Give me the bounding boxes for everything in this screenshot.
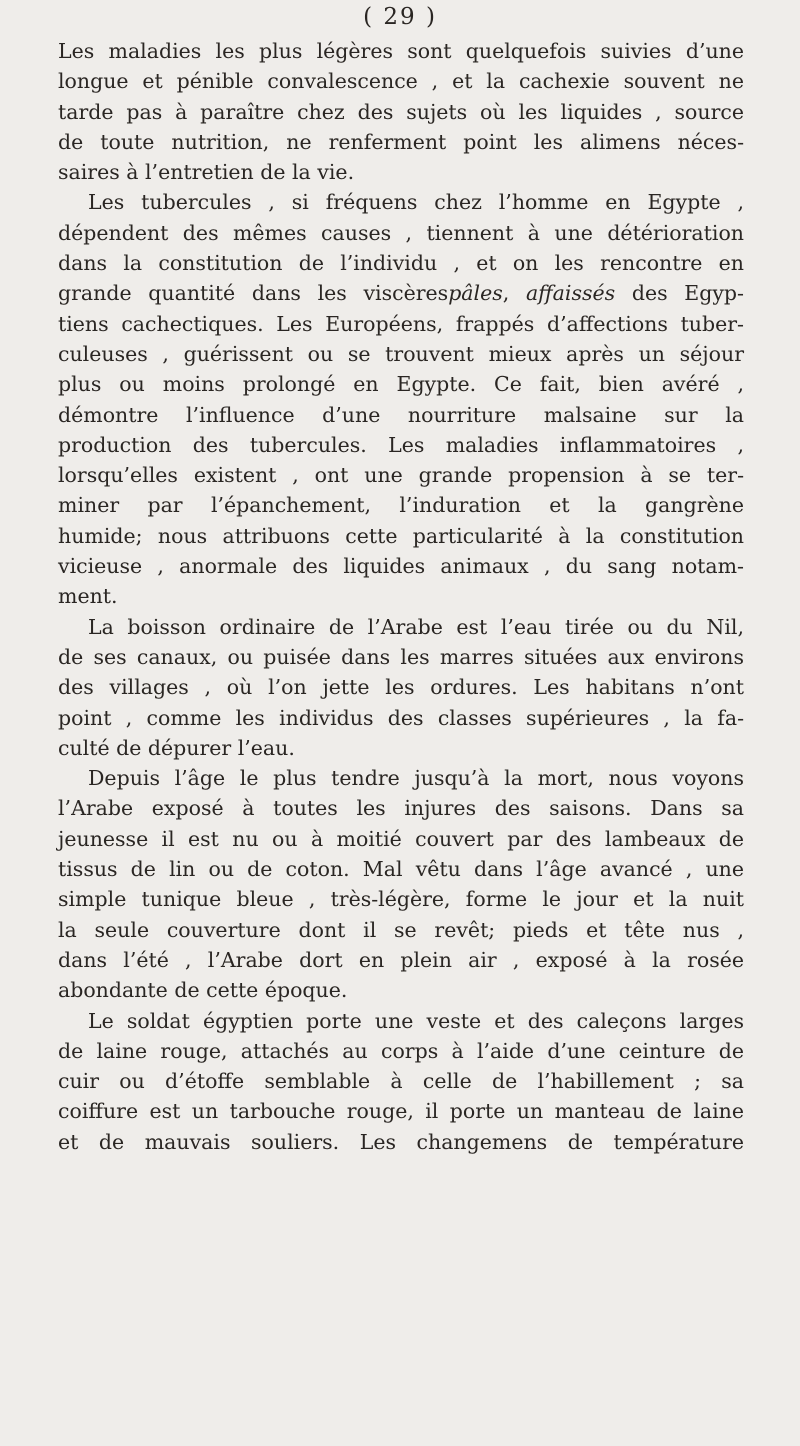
text-line: miner par l’épanchement, l’induration et la gangrène <box>58 493 744 518</box>
text-line: production des tubercules. Les maladies inflammatoires , <box>58 432 744 457</box>
text-line: dépendent des mêmes causes , tiennent à une détérioration <box>58 220 744 245</box>
text-line: des villages , où l’on jette les ordures. Les habitans n’ont <box>58 675 744 700</box>
text-line: jeunesse il est nu ou à moitié couvert par des lambeaux de <box>58 826 744 851</box>
text-line: culté de dépurer l’eau. <box>58 735 295 760</box>
text-line: cuir ou d’étoffe semblable à celle de l’habillement ; sa <box>58 1069 744 1094</box>
paragraph-3 <box>58 612 744 763</box>
text-line: de laine rouge, attachés au corps à l’aide d’une ceinture de <box>58 1038 744 1063</box>
text-line: culeuses , guérissent ou se trouvent mieux après un séjour <box>58 341 744 366</box>
text-line: dans la constitution de l’individu , et on les rencontre en <box>58 251 744 276</box>
text-line: humide; nous attribuons cette particularité à la constitution <box>58 523 744 548</box>
text-line: lorsqu’elles existent , ont une grande propension à se ter- <box>58 463 744 488</box>
italic-word: pâles <box>448 281 503 306</box>
text-line: saires à l’entretien de la vie. <box>58 160 355 185</box>
text-line: Depuis l’âge le plus tendre jusqu’à la mort, nous voyons <box>88 766 744 791</box>
text-line: tarde pas à paraître chez des sujets où les liquides , source <box>58 99 744 124</box>
text-line: démontre l’influence d’une nourriture malsaine sur la <box>58 402 744 427</box>
text-line-with-italics <box>58 278 744 308</box>
text-line: Le soldat égyptien porte une veste et des caleçons larges <box>88 1008 744 1033</box>
text-line: plus ou moins prolongé en Egypte. Ce fait, bien avéré , <box>58 372 744 397</box>
text-line: tiens cachectiques. Les Européens, frappés d’affections tuber- <box>58 311 744 336</box>
text-line: simple tunique bleue , très-légère, forme le jour et la nuit <box>58 887 744 912</box>
text-line: La boisson ordinaire de l’Arabe est l’eau tirée ou du Nil, <box>88 614 744 639</box>
text-line: Les tubercules , si fréquens chez l’homme en Egypte , <box>88 190 744 215</box>
page-number: ( 29 ) <box>363 4 437 30</box>
body-text <box>58 36 744 1157</box>
text-line: abondante de cette époque. <box>58 978 348 1003</box>
text-segment: grande quantité dans les viscères <box>58 281 449 306</box>
text-line: et de mauvais souliers. Les changemens de température <box>58 1129 744 1154</box>
text-line: de ses canaux, ou puisée dans les marres situées aux environs <box>58 644 744 669</box>
paragraph-2 <box>58 187 744 611</box>
paragraph-5 <box>58 1006 744 1157</box>
paragraph-4 <box>58 763 744 1005</box>
text-segment: , <box>502 281 526 306</box>
paragraph-1 <box>58 36 744 187</box>
text-line: ment. <box>58 584 118 609</box>
text-line: dans l’été , l’Arabe dort en plein air , exposé à la rosée <box>58 947 744 972</box>
text-line: l’Arabe exposé à toutes les injures des saisons. Dans sa <box>58 796 744 821</box>
text-line: la seule couverture dont il se revêt; pieds et tête nus , <box>58 917 744 942</box>
text-line: vicieuse , anormale des liquides animaux , du sang notam- <box>58 554 744 579</box>
italic-word: affaissés <box>525 281 616 306</box>
text-segment: des Egyp- <box>615 281 744 306</box>
text-line: Les maladies les plus légères sont quelquefois suivies d’une <box>58 39 744 63</box>
text-line: coiffure est un tarbouche rouge, il porte un manteau de laine <box>58 1099 744 1124</box>
text-line: longue et pénible convalescence , et la cachexie souvent ne <box>58 69 744 94</box>
text-line: tissus de lin ou de coton. Mal vêtu dans l’âge avancé , une <box>58 857 744 882</box>
text-line: de toute nutrition, ne renferment point les alimens néces- <box>58 129 744 154</box>
text-line: point , comme les individus des classes supérieures , la fa- <box>58 705 744 730</box>
